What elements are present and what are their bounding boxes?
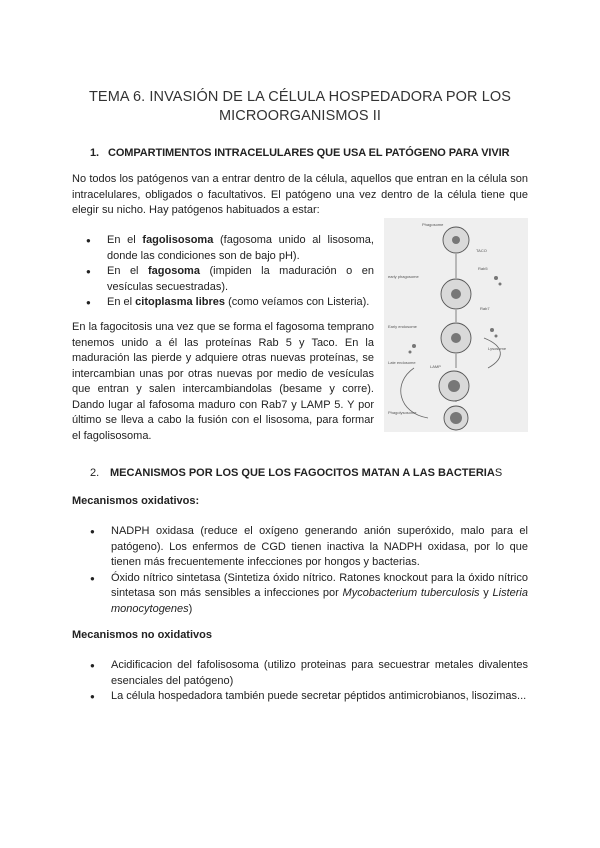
section-2-heading: 2. MECANISMOS POR LOS QUE LOS FAGOCITOS MATAN A LAS BACTERIAS — [90, 466, 530, 482]
oxidative-mechanisms-title: Mecanismos oxidativos: — [72, 495, 200, 507]
list-item: ● La célula hospedadora también puede secretar péptidos antimicrobianos, lisozimas... — [90, 689, 528, 705]
section-1-heading-text: COMPARTIMENTOS INTRACELULARES QUE USA EL PATÓGENO PARA VIVIR — [108, 147, 510, 159]
svg-text:Late endosome: Late endosome — [388, 360, 416, 365]
list-item: ● En el fagosoma (impiden la maduración o en vesículas secuestradas). — [86, 264, 374, 295]
phagocytosis-paragraph: En la fagocitosis una vez que se forma el fagosoma temprano tenemos unido a él las proteínas Rab 5 y Taco. En la maduración las pierde y adquiere otras nuevas proteínas, se intercambian unas por otras nuevas por medio de vesículas que entran y salen intercambiandolas (besame y corre). Dando lugar al fafosoma maduro con Rab7 y LAMP 5. Y por último se lleva a cabo la fusión con el lisosoma, para formar el fagolisosoma. — [72, 321, 374, 442]
section-1-intro: No todos los patógenos van a entrar dentro de la célula, aquellos que entran en la célula son intracelulares, obligados o facultativos. El patógeno una vez dentro de la célula tiene que elegir su nicho. Hay patógenos habituados a estar: — [72, 173, 528, 216]
svg-text:Phagosome: Phagosome — [422, 222, 444, 227]
list-item: ● En el citoplasma libres (como veíamos con Listeria). — [86, 295, 374, 311]
svg-text:early phagosome: early phagosome — [388, 274, 419, 279]
title-line-2: MICROORGANISMOS II — [218, 108, 382, 124]
section-1-number: 1. — [90, 147, 99, 159]
list-item: ● Acidificacion del fafolisosoma (utilizo proteinas para secuestrar metales divalentes esenciales del patógeno) — [90, 658, 528, 689]
list-item: ● Óxido nítrico sintetasa (Sintetiza óxido nítrico. Ratones knockout para la óxido nítrico sintetasa son más sensibles a infecciones por Mycobacterium tuberculosis y Listeria monocytogenes) — [90, 571, 528, 618]
svg-text:Lysosome: Lysosome — [488, 346, 507, 351]
phagosome-maturation-figure — [384, 218, 528, 432]
niche-list — [86, 233, 374, 311]
svg-text:Rab7: Rab7 — [480, 306, 490, 311]
phagosome-diagram — [384, 218, 528, 432]
title-line-1: TEMA 6. INVASIÓN DE LA CÉLULA HOSPEDADORA POR LOS — [88, 89, 512, 105]
svg-text:Phagolysosome: Phagolysosome — [388, 410, 417, 415]
page-title — [72, 88, 528, 126]
svg-text:LAMP: LAMP — [430, 364, 441, 369]
section-2-number: 2. — [90, 467, 100, 479]
non-oxidative-mechanisms-list — [90, 658, 528, 705]
section-2-heading-text: MECANISMOS POR LOS QUE LOS FAGOCITOS MATAN A LAS BACTERIA — [110, 467, 495, 479]
list-item: ● En el fagolisosoma (fagosoma unido al lisosoma, donde las condiciones son de bajo pH). — [86, 233, 374, 264]
document-page — [72, 0, 528, 848]
oxidative-mechanisms-list — [90, 524, 528, 617]
svg-text:Rab5: Rab5 — [478, 266, 488, 271]
non-oxidative-mechanisms-title: Mecanismos no oxidativos — [72, 629, 212, 641]
svg-text:TACO: TACO — [476, 248, 487, 253]
svg-text:Early endosome: Early endosome — [388, 324, 417, 329]
section-1-heading — [90, 146, 530, 162]
list-item: ● NADPH oxidasa (reduce el oxígeno generando anión superóxido, malo para el patógeno). Los enfermos de CGD tienen inactiva la NADPH oxidasa, por lo que tienen más frecuentemente infecciones por hongos y bacterias. — [90, 524, 528, 571]
